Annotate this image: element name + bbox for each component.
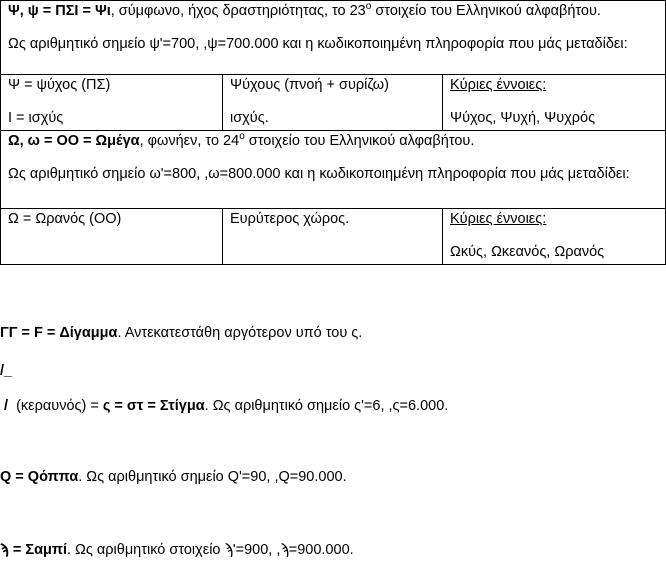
stigma-paragraph: / (κεραυνός) = ς = στ = Στίγμα. Ως αριθμητικό σημείο ς'=6, ,ς=6.000. xyxy=(4,398,449,414)
psi-heading: Ψ, ψ = ΠΣΙ = Ψι, σύμφωνο, ήχος δραστηριότητας, το $23^o$ στοιχείο του Ελληνικού αλφαβήτου. xyxy=(8,1,601,19)
digamma-paragraph: ΓΓ = F = Δίγαμμα. Αντεκατεστάθη αργότερον υπό του ς. xyxy=(0,325,363,341)
psi-heading-row xyxy=(1,1,666,75)
sampi-bold: ϡ = Σαμπί xyxy=(0,542,67,558)
psi-col2-cell xyxy=(223,75,443,131)
psi-numeric-line: Ως αριθμητικό σημείο ψ'=700, ,ψ=700.000 και η κωδικοποιημένη πληροφορία που μάς μεταδίδει: xyxy=(8,36,628,52)
psi-heading-cell xyxy=(1,1,666,75)
psi-col2-line1: Ψύχους (πνοή + συρίζω) xyxy=(230,77,389,93)
psi-col1-cell xyxy=(1,75,223,131)
omega-heading-row xyxy=(1,131,666,209)
omega-col3-title: Κύριες έννοιες: xyxy=(450,211,547,227)
psi-col3-title: Κύριες έννοιες: xyxy=(450,77,547,93)
psi-heading-bold: Ψ, ψ = ΠΣΙ = Ψι xyxy=(8,3,111,19)
omega-col3-cell xyxy=(443,209,666,265)
sampi-paragraph: ϡ = Σαμπί. Ως αριθμητικό στοιχείο ϡ'=900, ,ϡ=900.000. xyxy=(0,542,354,558)
psi-col1-line2: Ι = ισχύς xyxy=(8,110,64,126)
psi-col3-cell xyxy=(443,75,666,131)
omega-heading-bold: Ω, ω = ΟΟ = Ωμέγα xyxy=(8,133,140,149)
koppa-paragraph: Q = Qόππα. Ως αριθμητικό σημείο Q'=90, ,Q=90.000. xyxy=(0,469,347,485)
glyph-line: /_ xyxy=(0,363,13,379)
letters-table xyxy=(0,0,666,265)
stigma-bold: ς = στ = Στίγμα xyxy=(102,398,205,414)
psi-col2-line2: ισχύς. xyxy=(230,110,269,126)
omega-col1-line1: Ω = Ωρανός (ΟΟ) xyxy=(8,211,122,227)
omega-heading-cell xyxy=(1,131,666,209)
omega-col2-cell xyxy=(223,209,443,265)
koppa-bold: Q = Qόππα xyxy=(0,469,79,485)
psi-col3-values: Ψύχος, Ψυχή, Ψυχρός xyxy=(450,110,596,126)
psi-col1-line1: Ψ = ψύχος (ΠΣ) xyxy=(8,77,111,93)
psi-detail-row xyxy=(1,75,666,131)
digamma-bold: ΓΓ = F = Δίγαμμα xyxy=(0,325,118,341)
omega-col3-values: Ωκύς, Ωκεανός, Ωρανός xyxy=(450,244,605,260)
omega-heading: Ω, ω = ΟΟ = Ωμέγα, φωνήεν, το $24^o$ στοιχείο του Ελληνικού αλφαβήτου. xyxy=(8,131,475,149)
omega-detail-row xyxy=(1,209,666,265)
omega-col2-line1: Ευρύτερος χώρος. xyxy=(230,211,350,227)
omega-numeric-line: Ως αριθμητικό σημείο ω'=800, ,ω=800.000 και η κωδικοποιημένη πληροφορία που μάς μεταδίδει: xyxy=(8,166,630,182)
omega-col1-cell xyxy=(1,209,223,265)
